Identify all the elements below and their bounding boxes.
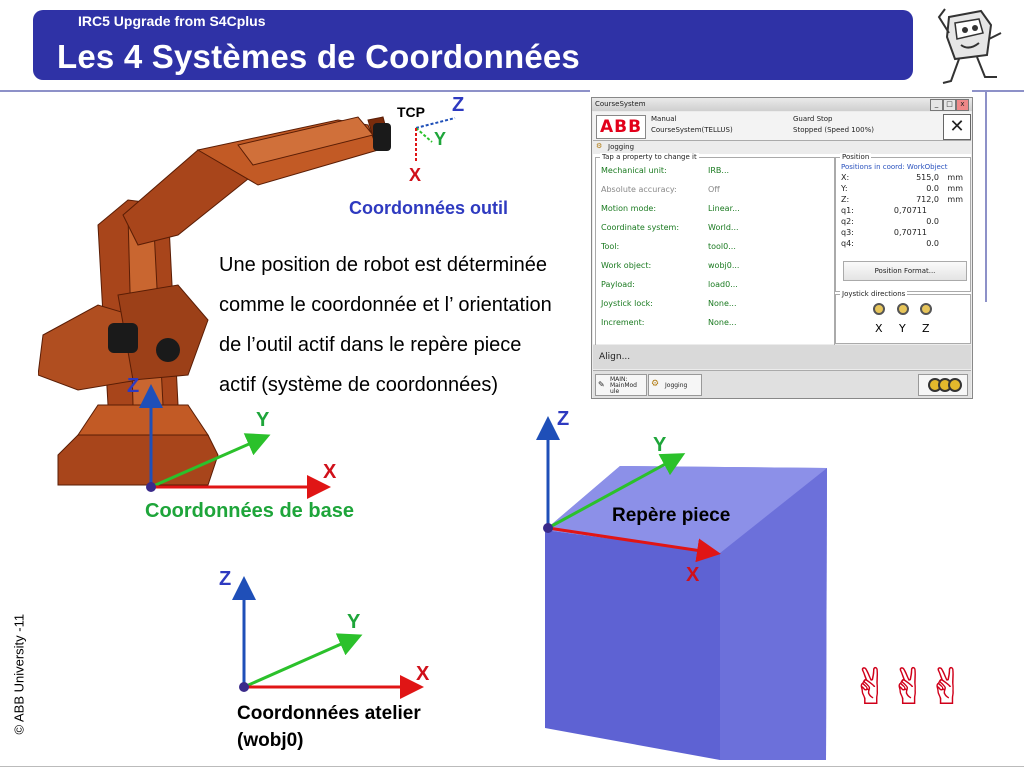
property-row[interactable] [601, 277, 831, 295]
joystick-y-icon [897, 303, 909, 315]
tab-jogging[interactable] [593, 141, 971, 153]
position-value: 0.0 [926, 217, 939, 226]
base-y-label: Y [256, 409, 270, 431]
property-row[interactable] [601, 296, 831, 314]
joystick-group [835, 290, 971, 344]
property-name: Work object: [601, 261, 652, 270]
position-axis: X: [841, 173, 850, 182]
align-button[interactable] [593, 345, 971, 369]
joystick-y-label: Y [899, 322, 906, 335]
tool-x-label: X [409, 165, 422, 185]
position-value: 0,70711 [893, 228, 927, 237]
status-bar [593, 112, 971, 141]
guard-status: Guard Stop [793, 115, 833, 123]
property-row[interactable] [601, 258, 831, 276]
base-frame-caption: Coordonnées de base [145, 500, 354, 522]
properties-group [595, 153, 835, 347]
property-value: IRB... [708, 166, 730, 175]
joystick-z-icon [920, 303, 932, 315]
tool-frame-caption: Coordonnées outil [349, 198, 508, 218]
property-row[interactable] [601, 239, 831, 257]
position-axis: q2: [841, 217, 854, 226]
close-icon[interactable]: ✕ [943, 114, 971, 140]
position-row [841, 239, 967, 249]
property-row[interactable] [601, 163, 831, 181]
world-y-label: Y [347, 611, 361, 633]
align-label: Align... [599, 352, 631, 362]
property-row[interactable] [601, 220, 831, 238]
world-frame-caption: (wobj0) [237, 730, 304, 751]
program-icon: ✎ [598, 380, 605, 389]
description-line: actif (système de coordonnées) [219, 374, 499, 396]
property-name: Joystick lock: [601, 299, 653, 308]
position-unit: mm [947, 173, 963, 182]
property-row [601, 182, 831, 200]
position-axis: q3: [841, 228, 854, 237]
copyright-text: © ABB University -11 [11, 613, 27, 735]
work-frame-caption: Repère piece [612, 505, 731, 526]
mode-status: Manual [651, 115, 677, 123]
tab-label: Jogging [608, 143, 635, 151]
description-line: comme le coordonnée et l’ orientation [219, 294, 552, 316]
property-value: wobj0... [708, 261, 740, 270]
taskbar-item-jogging[interactable] [648, 374, 702, 396]
taskbar-item-mainmodule[interactable] [595, 374, 647, 396]
world-frame-axes [239, 582, 418, 692]
property-name: Payload: [601, 280, 635, 289]
footer-line [0, 766, 1024, 767]
property-name: Tool: [601, 242, 620, 251]
position-axis: q4: [841, 239, 854, 248]
minimize-button[interactable]: _ [930, 99, 943, 111]
joystick-legend: Joystick directions [842, 290, 906, 298]
property-name: Mechanical unit: [601, 166, 667, 175]
system-status: CourseSystem(TELLUS) [651, 126, 733, 134]
property-value: None... [708, 299, 737, 308]
description-line: de l’outil actif dans le repère piece [219, 334, 522, 356]
position-format-button[interactable]: Position Format... [843, 261, 967, 281]
joystick-x-icon [873, 303, 885, 315]
property-name: Increment: [601, 318, 645, 327]
world-frame-caption: Coordonnées atelier [237, 703, 421, 724]
position-row [841, 206, 967, 216]
world-x-label: X [416, 663, 430, 685]
position-unit: mm [947, 195, 963, 204]
position-row [841, 184, 967, 194]
property-name: Absolute accuracy: [601, 185, 677, 194]
work-x-label: X [686, 564, 700, 586]
joystick-z-label: Z [922, 322, 930, 335]
work-y-label: Y [653, 434, 667, 456]
position-axis: Y: [841, 184, 848, 193]
property-value: Off [708, 185, 720, 194]
page-title: Les 4 Systèmes de Coordonnées [57, 38, 580, 75]
world-z-label: Z [219, 568, 232, 590]
position-row [841, 173, 967, 183]
abb-menu-button[interactable]: ABB [596, 115, 646, 139]
property-value: load0... [708, 280, 738, 289]
position-value: 712,0 [916, 195, 939, 204]
property-value: Linear... [708, 204, 740, 213]
position-axis: Z: [841, 195, 850, 204]
position-group [835, 153, 971, 292]
task-label: MAIN: MainMod ule [610, 376, 637, 395]
property-value: World... [708, 223, 739, 232]
position-row [841, 228, 967, 238]
position-row [841, 195, 967, 205]
description-line: Une position de robot est déterminée [219, 254, 547, 276]
jogging-icon: ⚙ [596, 142, 603, 150]
work-z-label: Z [557, 408, 570, 430]
quickset-gears-icon[interactable] [918, 374, 968, 396]
position-value: 0,70711 [893, 206, 927, 215]
position-legend: Position [842, 153, 870, 161]
property-name: Motion mode: [601, 204, 657, 213]
hand-gesture-icon: ✌✌✌ [850, 658, 964, 716]
tool-y-label: Y [434, 129, 447, 149]
base-x-label: X [323, 461, 337, 483]
speed-status: Stopped (Speed 100%) [793, 126, 874, 134]
tool-z-label: Z [452, 94, 465, 116]
position-value: 0.0 [926, 239, 939, 248]
task-label: Jogging [665, 382, 688, 389]
position-value: 0.0 [926, 184, 939, 193]
property-value: tool0... [708, 242, 736, 251]
maximize-button[interactable]: □ [943, 99, 956, 111]
position-axis: q1: [841, 206, 854, 215]
base-z-label: Z [127, 375, 140, 397]
window-titlebar [592, 98, 972, 111]
property-name: Coordinate system: [601, 223, 680, 232]
property-value: None... [708, 318, 737, 327]
property-row[interactable] [601, 315, 831, 333]
properties-legend: Tap a property to change it [602, 153, 697, 161]
base-frame-axes [146, 390, 325, 492]
tcp-label: TCP [397, 104, 425, 120]
window-title: CourseSystem [595, 100, 646, 108]
position-value: 515,0 [916, 173, 939, 182]
position-coord-label: Positions in coord: WorkObject [841, 163, 948, 171]
jogging-icon: ⚙ [651, 379, 660, 389]
window-close-button[interactable]: x [956, 99, 969, 111]
flexpendant-window [591, 97, 973, 399]
taskbar [593, 370, 971, 398]
property-row[interactable] [601, 201, 831, 219]
joystick-x-label: X [875, 322, 883, 335]
position-unit: mm [947, 184, 963, 193]
position-row [841, 217, 967, 227]
header-subtitle: IRC5 Upgrade from S4Cplus [78, 13, 266, 29]
jogging-panel [593, 154, 971, 344]
